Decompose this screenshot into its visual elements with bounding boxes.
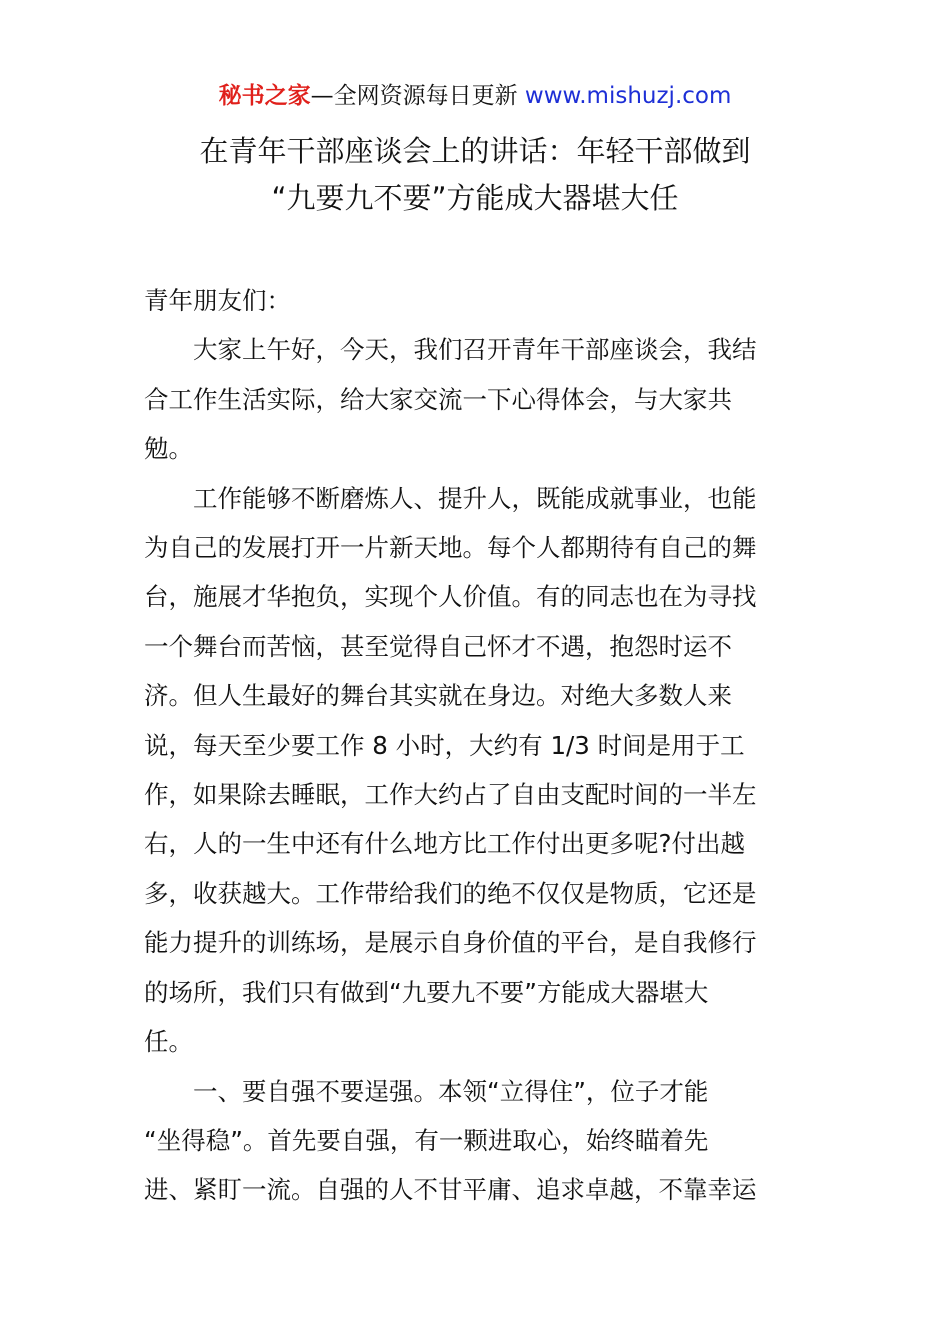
text-line: 作，如果除去睡眠，工作大约占了自由支配时间的一半左 <box>144 780 757 810</box>
text-line: 的场所，我们只有做到“九要九不要”方能成大器堪大 <box>144 977 709 1007</box>
text-line: 济。但人生最好的舞台其实就在身边。对绝大多数人来 <box>144 681 732 711</box>
text-line: 勉。 <box>144 434 193 464</box>
text-line: 进、紧盯一流。自强的人不甘平庸、追求卓越，不靠幸运 <box>144 1175 757 1205</box>
paragraph-1 <box>144 325 808 473</box>
text-line: 台，施展才华抱负，实现个人价值。有的同志也在为寻找 <box>144 582 757 612</box>
title-line-2: “九要九不要”方能成大器堪大任 <box>271 181 679 215</box>
text-line: 工作能够不断磨炼人、提升人，既能成就事业，也能 <box>193 483 757 513</box>
text-line: 大家上午好，今天，我们召开青年干部座谈会，我结 <box>193 335 757 365</box>
text-line: 右，人的一生中还有什么地方比工作付出更多呢?付出越 <box>144 829 746 859</box>
text-line: 能力提升的训练场，是展示自身价值的平台，是自我修行 <box>144 928 757 958</box>
header-tagline: —全网资源每日更新 <box>310 83 525 109</box>
text-line: 说，每天至少要工作 8 小时，大约有 1/3 时间是用于工 <box>144 730 745 760</box>
text-line: “坐得稳”。首先要自强，有一颗进取心，始终瞄着先 <box>144 1125 709 1155</box>
title-line-1: 在青年干部座谈会上的讲话：年轻干部做到 <box>199 134 751 168</box>
brand-name: 秘书之家 <box>218 83 311 109</box>
site-header <box>0 80 950 112</box>
text-line: 多，收获越大。工作带给我们的绝不仅仅是物质，它还是 <box>144 878 757 908</box>
site-url-link[interactable]: www.mishuzj.com <box>524 83 732 109</box>
text-line: 为自己的发展打开一片新天地。每个人都期待有自己的舞 <box>144 533 757 563</box>
document-title <box>60 128 890 222</box>
text-line: 一、要自强不要逞强。本领“立得住”，位子才能 <box>193 1076 709 1106</box>
document-body <box>144 276 808 1215</box>
salutation: 青年朋友们： <box>144 286 291 315</box>
text-line: 任。 <box>144 1027 193 1057</box>
text-line: 一个舞台而苦恼，甚至觉得自己怀才不遇，抱怨时运不 <box>144 631 732 661</box>
paragraph-2 <box>144 474 808 1067</box>
paragraph-3 <box>144 1067 808 1215</box>
text-line: 合工作生活实际，给大家交流一下心得体会，与大家共 <box>144 384 732 414</box>
